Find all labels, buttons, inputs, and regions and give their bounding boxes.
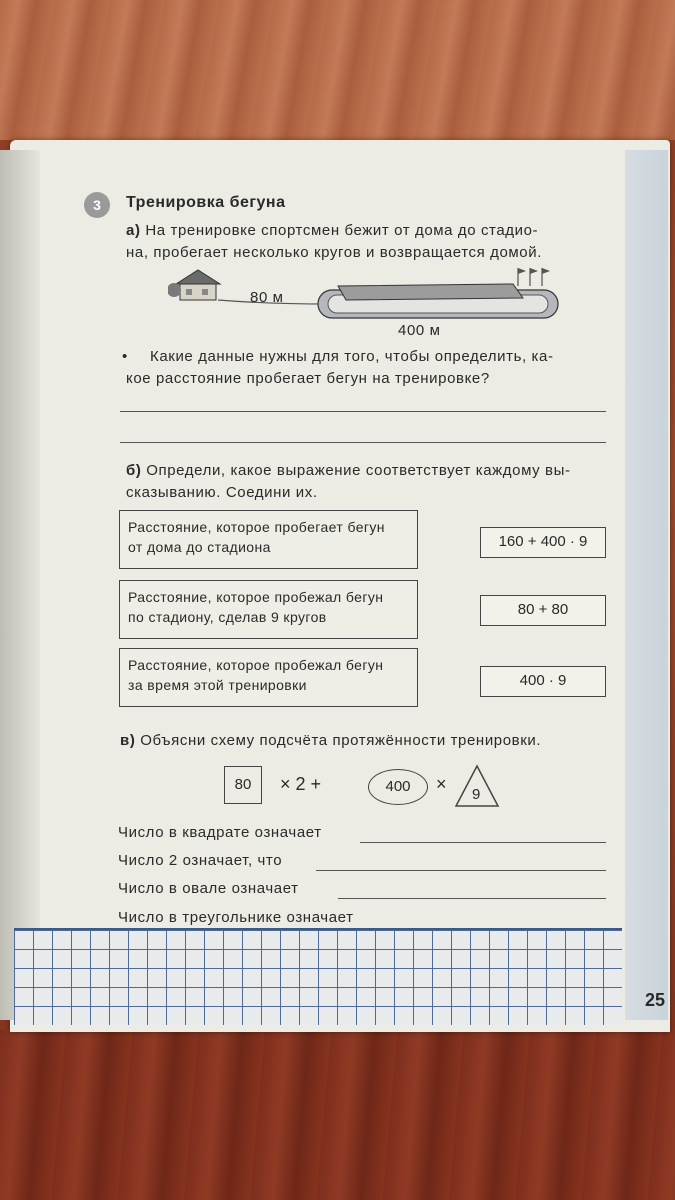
expression-box[interactable]: 80 + 80 [480, 595, 606, 626]
wooden-table-bottom [0, 1030, 675, 1200]
statement-text: Расстояние, которое пробежал бегун [128, 589, 384, 605]
statement-text: от дома до стадиона [128, 539, 271, 555]
part-c-label: в) [120, 732, 136, 749]
page-number: 25 [645, 990, 666, 1010]
part-b-text1: Определи, какое выражение соответствует каждому вы- [146, 462, 571, 479]
stadium-icon [318, 268, 558, 318]
part-b-text2: сказыванию. Соедини их. [126, 484, 318, 501]
answer-line[interactable] [316, 870, 606, 871]
part-c-line [120, 730, 541, 751]
part-a-label: а) [126, 222, 141, 239]
answer-prompt: Число в овале означает [118, 880, 299, 897]
scheme-triangle-number: 9 [472, 786, 481, 803]
task-title: Тренировка бегуна [126, 194, 286, 211]
track-illustration [168, 262, 568, 342]
answer-line[interactable] [120, 442, 606, 443]
answer-prompt: Число в треугольнике означает [118, 909, 354, 926]
statement-text: за время этой тренировки [128, 677, 307, 693]
lap-length-label: 400 м [398, 322, 441, 339]
bullet: • [122, 348, 128, 365]
part-c-text: Объясни схему подсчёта протяжённости тренировки. [140, 732, 542, 749]
answer-line[interactable] [360, 842, 606, 843]
task-number-badge: 3 [84, 192, 110, 218]
graph-paper-grid [14, 928, 622, 1025]
part-a-line1 [126, 220, 538, 241]
page-gutter [0, 150, 40, 1020]
part-b-line1 [126, 460, 571, 481]
answer-prompt: Число в квадрате означает [118, 824, 322, 841]
question-line2: кое расстояние пробегает бегун на тренировке? [126, 370, 490, 387]
statement-box[interactable] [119, 648, 418, 707]
scheme-oval: 400 [368, 769, 428, 805]
part-b-label: б) [126, 462, 142, 479]
expression-box[interactable]: 400 · 9 [480, 666, 606, 697]
statement-text: по стадиону, сделав 9 кругов [128, 609, 327, 625]
part-a-text2: на, пробегает несколько кругов и возвращается домой. [126, 244, 542, 261]
part-a-text1: На тренировке спортсмен бежит от дома до стадио- [145, 222, 539, 239]
answer-prompt: Число 2 означает, что [118, 852, 283, 869]
wooden-table-top [0, 0, 675, 140]
answer-line[interactable] [120, 411, 606, 412]
statement-box[interactable] [119, 510, 418, 569]
page-edge-strip [625, 150, 668, 1020]
expression-box[interactable]: 160 + 400 · 9 [480, 527, 606, 558]
scheme-times: × [436, 774, 447, 794]
question-line1: Какие данные нужны для того, чтобы определить, ка- [150, 348, 554, 365]
distance-home-label: 80 м [250, 289, 284, 306]
statement-box[interactable] [119, 580, 418, 639]
scheme-square: 80 [224, 766, 262, 804]
statement-text: Расстояние, которое пробегает бегун [128, 519, 385, 535]
statement-text: Расстояние, которое пробежал бегун [128, 657, 384, 673]
house-icon [168, 270, 220, 300]
scheme-times-two: × 2 + [280, 774, 322, 794]
answer-line[interactable] [338, 898, 606, 899]
